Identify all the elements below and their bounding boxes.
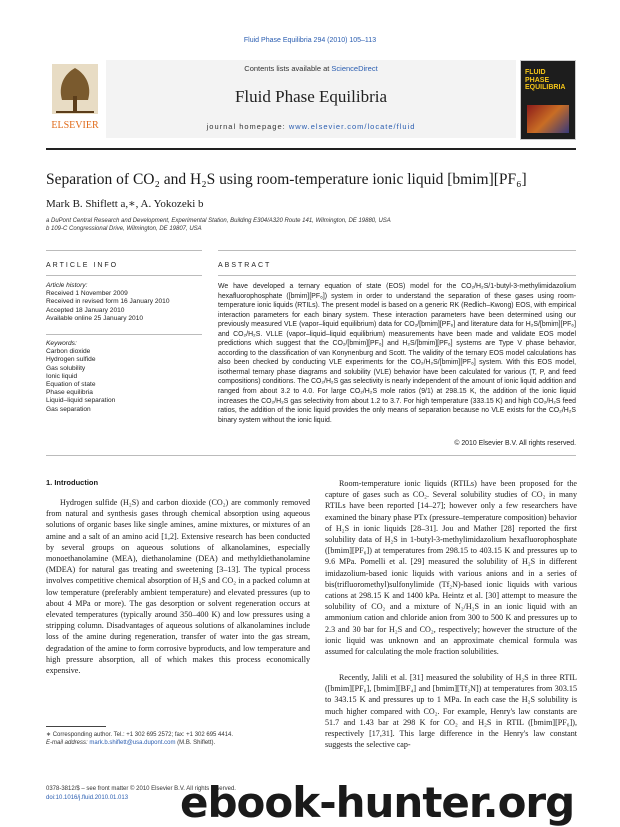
history-item: Received 1 November 2009 <box>46 290 128 298</box>
keyword: Ionic liquid <box>46 372 78 380</box>
journal-cover <box>520 60 576 140</box>
divider <box>218 275 576 276</box>
abstract-heading: ABSTRACT <box>218 262 272 269</box>
affiliation-b: b 109-C Congressional Drive, Wilmington, DE 19807, USA <box>46 226 202 232</box>
article-authors: Mark B. Shiflett a,∗, A. Yokozeki b <box>46 198 204 210</box>
keyword: Phase equilibria <box>46 389 93 397</box>
affiliation-a: a DuPont Central Research and Development, Experimental Station, Building E304/A320 Route 141, Wilmington, DE 19880, USA <box>46 218 391 224</box>
intro-right-paragraph-2: Recently, Jalili et al. [31] measured the solubility of H₂S in three RTIL ([bmim][PF₆], [bmim][BF₄] and [bmim][Tf₂N]) at temperatures from 303.15 to 343.15 K and pressures up to 1 MPa. In each case the H₂S solubility is much higher compared with CO₂. For example, Henry's law constants are 51.7 and 1.43 bar at 298 K for CO₂ and H₂S in RTIL ([bmim][PF₆]), respectively [17,31]. This large difference in the Henry's law constant suggests the selective cap- <box>325 673 577 750</box>
article-history <box>46 282 206 323</box>
intro-right-paragraph-1: Room-temperature ionic liquids (RTILs) have been proposed for the capture of gases such as CO₂. Several solubility studies of CO₂ in many RTILs have been reported [14–27]; however only a few researchers have examined the binary phase PTx (pressure–temperature composition) behavior of H₂S in ionic liquids [28–31]. Jou and Mather [28] reported the first solubility data of H₂S in 1-butyl-3-methylimidazolium hexafluorophosphate ([bmim][PF₆]) at temperatures from 298.15 to 403.15 K and pressures up to 9.6 MPa. Pomelli et al. [29] measured the solubility of H₂S in different imidazolium-based ionic liquids with various anions and in a series of bis(trifluoromethyl)sulfonylimide (Tf₂N)-based ionic liquids with various cations at 298.15 K and 1400 kPa. Heintz et al. [30] attempt to measure the solubility of CO₂ and a mixture of N₂/H₂S in an ionic liquid with an ammonium cation and chloride anion from 300 to 500 K and pressures up to 2.3 and 30 bar for H₂S and CO₂, respectively; however the structure of the ionic liquid was unknown and an approximate chemical formula was assumed for calculating the mole fraction solubilities. <box>325 479 577 657</box>
abstract-text: We have developed a ternary equation of state (EOS) model for the CO₂/H₂S/1-butyl-3-methylimidazolium hexafluorophosphate ([bmim][PF₆]) system in order to understand the separation of these gases using room-temperature ionic liquids (RTILs). The present model is based on a generic RK (Redlich–Kwong) EOS, with empirical interaction parameters for each binary system. These interaction parameters have been determined using our previously measured VLE (vapor–liquid equilibrium) data for CO₂/[bmim][PF₆] and literature data for H₂S/[bmim][PF₆] and CO₂/H₂S. VLLE (vapor–liquid–liquid equilibrium) measurements have been made and validate EOS model predictions which suggest that the CO₂/[bmim][PF₆] and H₂S/[bmim][PF₆] systems are Type V phase behavior, according to the classification of van Konynenburg and Scott. The validity of the ternary EOS model calculations has also been checked by conducting VLE experiments for the CO₂/H₂S/[bmim][PF₆] system. With this EOS model, isothermal ternary phase diagrams and solubility (VLE) behavior have been calculated for various (T, P, and feed compositions) conditions. The CO₂/H₂S gas selectivity is nearly independent of the amount of ionic liquid addition and ranged from about 3.2 to 4.0. For large CO₂/H₂S mole ratios (9/1) at 298.15 K, the addition of the ionic liquid increases the CO₂/H₂S gas selectivity from about 1.2 to 3.7. For high temperature (333.15 K) and high CO₂/H₂S feed ratios, the addition of the ionic liquid provides the only means of separation because no VLE exists for the CO₂/H₂S binary system without the ionic liquid. <box>218 283 576 424</box>
divider <box>46 250 202 251</box>
abstract-copyright: © 2010 Elsevier B.V. All rights reserved. <box>454 440 576 447</box>
issn-note: 0378-3812/$ – see front matter © 2010 Elsevier B.V. All rights reserved. <box>46 786 236 792</box>
keyword: Liquid–liquid separation <box>46 397 116 405</box>
keywords-label: Keywords: <box>46 340 77 347</box>
keyword: Gas solubility <box>46 364 86 372</box>
history-item: Received in revised form 16 January 2010 <box>46 298 170 306</box>
contents-line: Contents lists available at ScienceDirect <box>244 64 378 73</box>
footnote-rule <box>46 726 106 727</box>
intro-left-paragraph: Hydrogen sulfide (H₂S) and carbon dioxide (CO₂) are commonly removed from natural and synthesis gases through chemical absorption using aqueous solutions of organic bases like single amines, amine mixtures, or mixtures of an amine and a salt of an amino acid [1,2]. Extensive research has been conducted by several groups on aqueous solutions of alkanolamines, especially monoethanolamine (MEA), diethanolamine (DEA) and methyldiethanolamine (MDEA) for natural gas treating and sweetening [3–13]. The typical process involves competitive chemical absorption of H₂S and CO₂ in a packed column at low temperature (preferably ambient temperature) and elevated pressures (up to about 4 MPa or more). The gas desorption or solvent regeneration occurs at elevated temperatures (typically around 350–400 K) and low pressures using a stripping column. Disadvantages of aqueous solutions of alkanolamines include loss of the amine during regeneration, transfer of water into the gas stream, degradation of the amine to form corrosive byproducts, and low temperature and high pressure absorption, all of which makes this process economically expensive. <box>46 498 310 676</box>
corresponding-author-note: ∗ Corresponding author. Tel.: +1 302 695 2572; fax: +1 302 695 4414. <box>46 732 234 738</box>
journal-name: Fluid Phase Equilibria <box>234 87 388 106</box>
history-label: Article history: <box>46 282 88 289</box>
cover-image <box>527 105 569 133</box>
section-heading-introduction: 1. Introduction <box>46 478 99 487</box>
keyword: Gas separation <box>46 405 91 413</box>
homepage-link[interactable]: www.elsevier.com/locate/fluid <box>288 122 416 131</box>
cover-title: FLUID PHASE EQUILIBRIA <box>525 69 566 91</box>
journal-homepage: journal homepage: www.elsevier.com/locate/fluid <box>206 122 416 131</box>
keyword: Carbon dioxide <box>46 348 91 356</box>
divider <box>46 275 202 276</box>
article-info-heading: ARTICLE INFO <box>46 262 119 269</box>
keywords <box>46 340 206 414</box>
divider <box>46 455 576 456</box>
divider <box>218 250 576 251</box>
sciencedirect-link[interactable]: ScienceDirect <box>331 64 378 73</box>
watermark: ebook-hunter.org <box>180 778 575 827</box>
article-title: Separation of CO₂ and H₂S using room-temperature ionic liquid [bmim][PF₆] <box>46 171 527 188</box>
elsevier-logo <box>46 60 104 138</box>
email-note: E-mail address: mark.b.shiflett@usa.dupont.com (M.B. Shiflett). <box>46 740 216 746</box>
history-item: Available online 25 January 2010 <box>46 314 144 322</box>
divider <box>46 334 202 335</box>
keyword: Hydrogen sulfide <box>46 356 96 364</box>
header-rule <box>46 148 576 150</box>
publisher-name: ELSEVIER <box>51 120 99 131</box>
email-link[interactable]: mark.b.shiflett@usa.dupont.com <box>89 740 176 746</box>
keyword: Equation of state <box>46 381 96 389</box>
journal-header <box>46 60 576 138</box>
doi-link[interactable]: doi:10.1016/j.fluid.2010.01.013 <box>46 795 129 801</box>
history-item: Accepted 18 January 2010 <box>46 306 125 314</box>
journal-citation[interactable]: Fluid Phase Equilibria 294 (2010) 105–113 <box>243 37 377 44</box>
